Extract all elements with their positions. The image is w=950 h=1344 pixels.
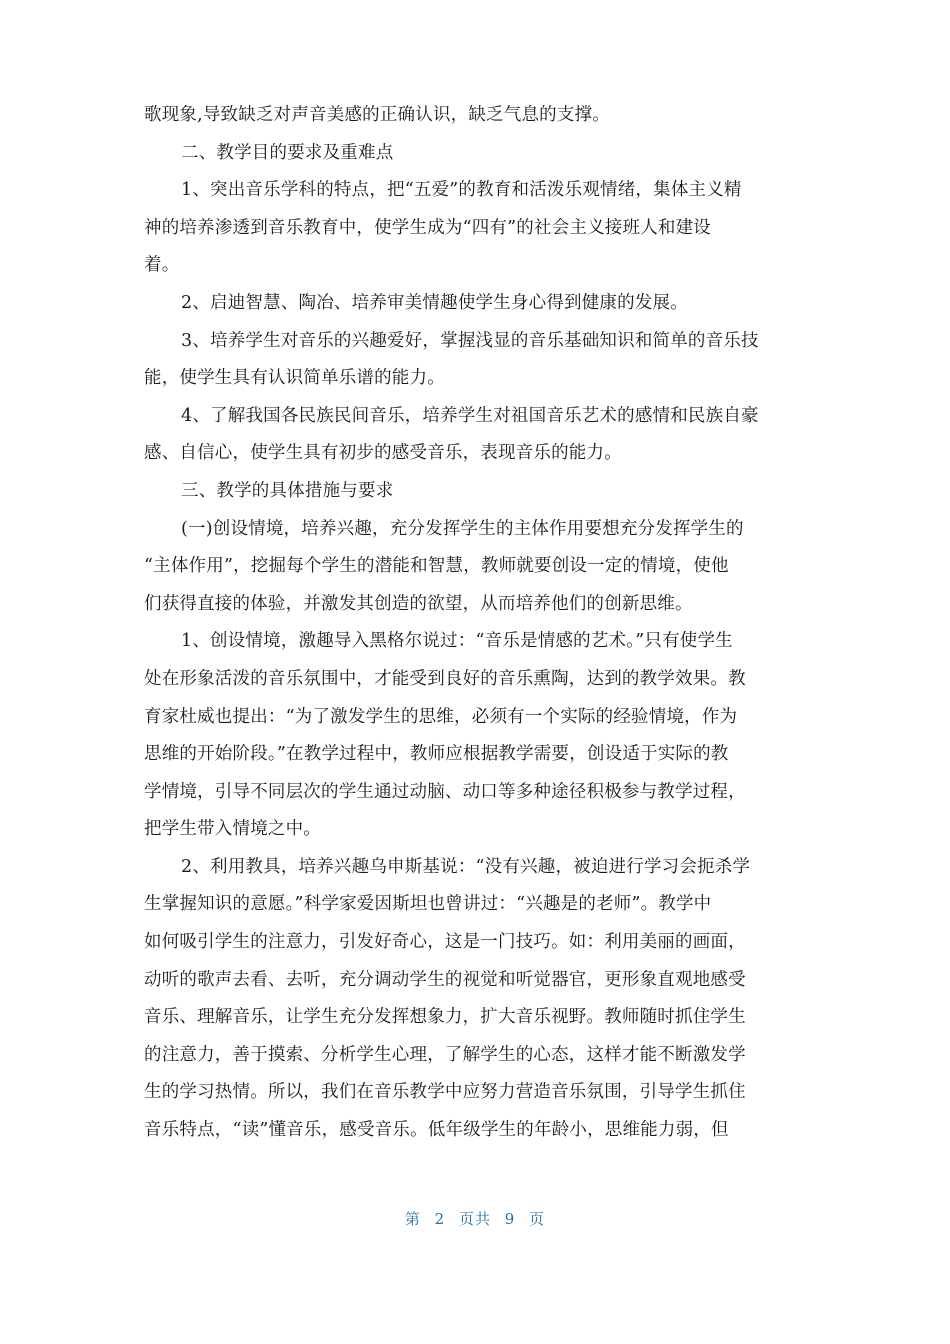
footer-prefix: 第 [404, 1210, 421, 1228]
text-line: (一)创设情境，培养兴趣，充分发挥学生的主体作用要想充分发挥学生的 [181, 518, 744, 539]
footer-suffix: 页 [529, 1210, 546, 1228]
text-line: 1、创设情境，激趣导入黑格尔说过：“音乐是情感的艺术。”只有使学生 [181, 631, 733, 652]
document-body [144, 97, 808, 1150]
text-line: 把学生带入情境之中。 [144, 819, 321, 840]
text-line: 生掌握知识的意愿。”科学家爱因斯坦也曾讲过：“兴趣是的老师”。教学中 [144, 894, 712, 915]
text-line: 学情境，引导不同层次的学生通过动脑、动口等多种途径积极参与教学过程， [144, 781, 746, 802]
text-line: 音乐特点，“读”懂音乐，感受音乐。低年级学生的年龄小，思维能力弱，但 [144, 1120, 729, 1141]
text-line: 歌现象,导致缺乏对声音美感的正确认识，缺乏气息的支撑。 [144, 105, 610, 125]
text-line: 音乐、理解音乐，让学生充分发挥想象力，扩大音乐视野。教师随时抓住学生 [144, 1007, 746, 1028]
text-line: 育家杜威也提出：“为了激发学生的思维，必须有一个实际的经验情境，作为 [144, 706, 738, 727]
text-line: 二、教学目的要求及重难点 [181, 142, 394, 163]
text-line: 2、启迪智慧、陶冶、培养审美情趣使学生身心得到健康的发展。 [181, 292, 688, 313]
footer-total-pages: 9 [504, 1210, 516, 1228]
text-line: 们获得直接的体验，并激发其创造的欲望，从而培养他们的创新思维。 [144, 593, 693, 614]
text-line: 着。 [144, 255, 180, 276]
text-line: 2、利用教具，培养兴趣乌申斯基说：“没有兴趣，被迫进行学习会扼杀学 [181, 856, 751, 877]
page-footer [0, 1208, 950, 1229]
text-line: 3、培养学生对音乐的兴趣爱好，掌握浅显的音乐基础知识和简单的音乐技 [181, 330, 759, 351]
text-line: 如何吸引学生的注意力，引发好奇心，这是一门技巧。如：利用美丽的画面， [144, 932, 746, 953]
text-line: 能，使学生具有认识简单乐谱的能力。 [144, 368, 445, 389]
text-line: 动听的歌声去看、去听，充分调动学生的视觉和听觉器官，更形象直观地感受 [144, 969, 746, 990]
text-line: 处在形象活泼的音乐氛围中，才能受到良好的音乐熏陶，达到的教学效果。教 [144, 668, 746, 689]
text-line: 生的学习热情。所以，我们在音乐教学中应努力营造音乐氛围，引导学生抓住 [144, 1082, 746, 1103]
footer-page-number: 2 [434, 1210, 446, 1228]
text-line: “主体作用”，挖掘每个学生的潜能和智慧，教师就要创设一定的情境，使他 [144, 556, 729, 577]
text-line: 的注意力，善于摸索、分析学生心理，了解学生的心态，这样才能不断激发学 [144, 1044, 746, 1065]
text-line: 三、教学的具体措施与要求 [181, 480, 394, 501]
text-line: 4、了解我国各民族民间音乐，培养学生对祖国音乐艺术的感情和民族自豪 [181, 405, 759, 426]
text-line: 神的培养渗透到音乐教育中，使学生成为“四有”的社会主义接班人和建设 [144, 217, 711, 238]
footer-middle: 页共 [458, 1210, 491, 1228]
text-line: 感、自信心，使学生具有初步的感受音乐，表现音乐的能力。 [144, 443, 622, 464]
text-line: 思维的开始阶段。”在教学过程中，教师应根据教学需要，创设适于实际的教 [144, 744, 729, 765]
text-line: 1、突出音乐学科的特点，把“五爱”的教育和活泼乐观情绪，集体主义精 [181, 180, 742, 201]
